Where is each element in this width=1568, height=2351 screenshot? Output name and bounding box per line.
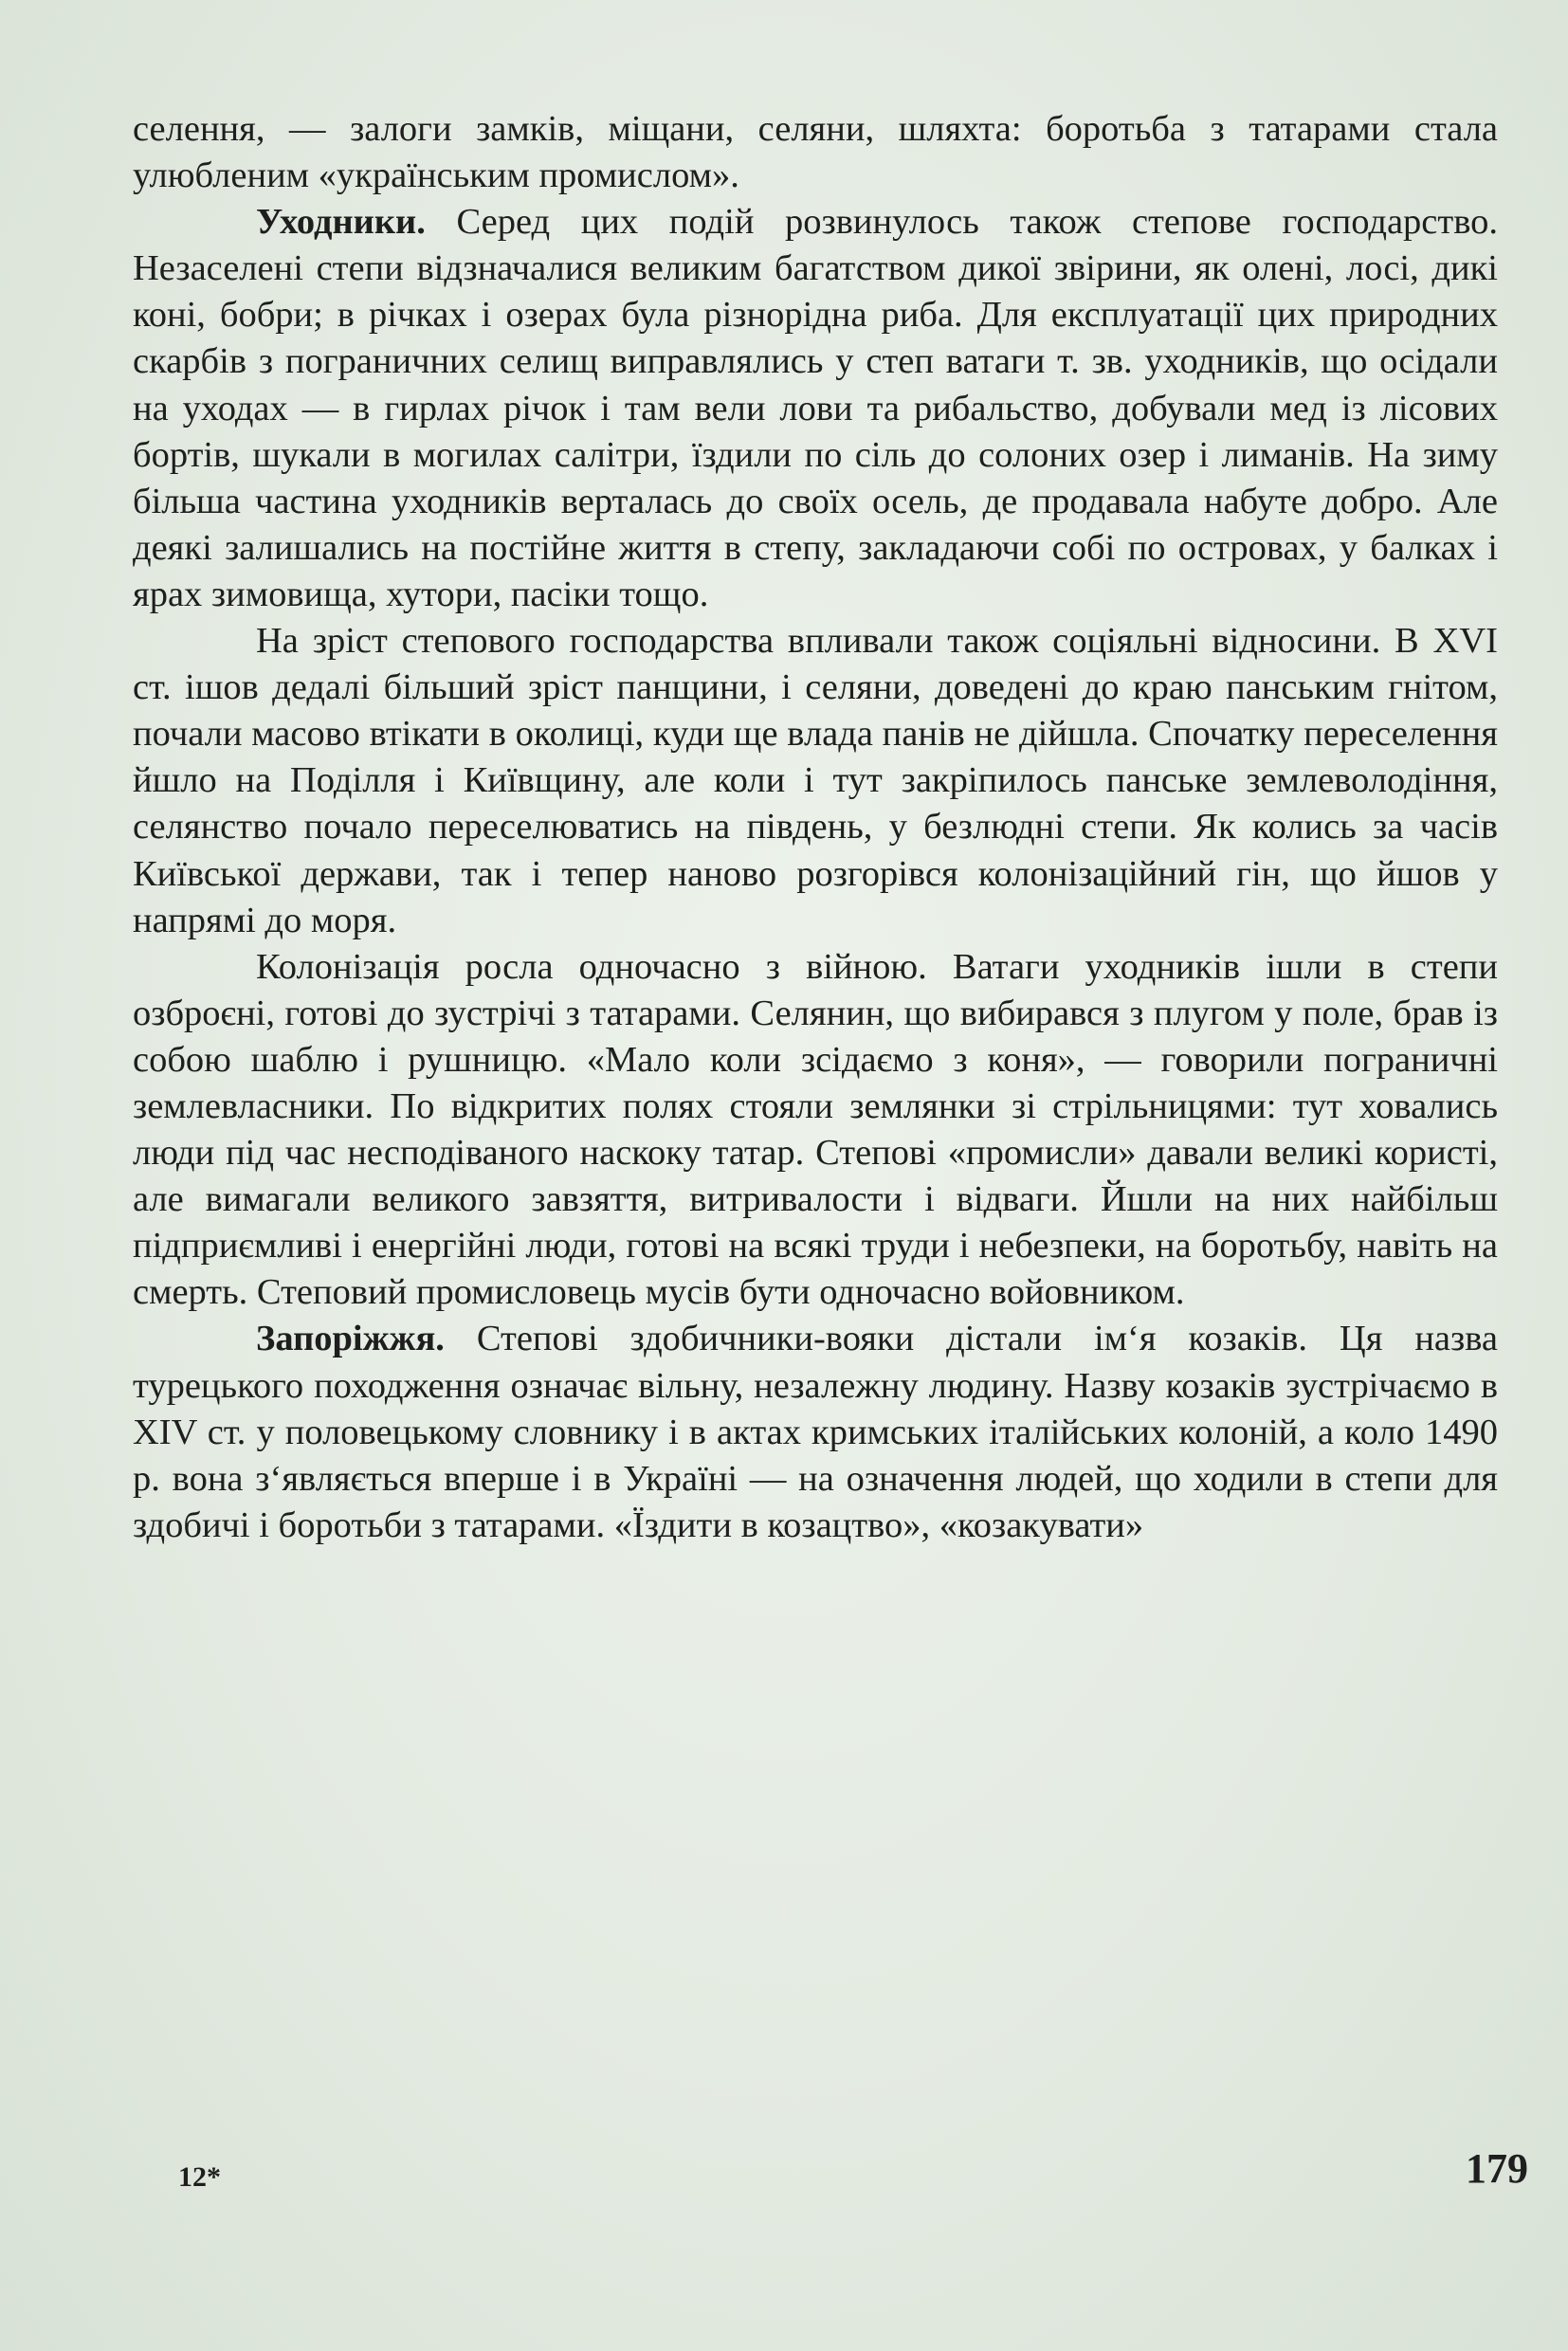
paragraph-zaporizhzhia <box>133 1316 1498 1548</box>
paragraph-text: селення, — залоги замків, міщани, селяни, шляхта: боротьба з татарами стала улюбленим «українським промислом». <box>133 109 1498 196</box>
section-heading-uhodnyky: Уходники. <box>256 202 426 243</box>
paragraph-text: На зріст степового господарства впливали також соціяльні відносини. В XVI ст. ішов дедалі більший зріст панщини, і селяни, доведені до краю панським гнітом, почали масово втікати в околиці, куди ще влада панів не дійшла. Спочатку переселення йшло на Поділля і Київщину, але коли і тут закріпилось панське землеволодіння, селянство почало переселюватись на південь, у безлюдні степи. Як колись за часів Київської держави, так і тепер наново розгорівся колонізаційний гін, що йшов у напрямі до моря. <box>133 621 1498 940</box>
printer-signature: 12* <box>178 2161 221 2193</box>
paragraph-text: Степові здобичники-вояки дістали ім‘я козаків. Ця назва турецького походження означає вільну, незалежну людину. Назву козаків зустрічаємо в XIV ст. у половецькому словнику і в актах кримських італійських колоній, а коло 1490 р. вона з‘являється вперше і в Україні — на означення людей, що ходили в степи для здобичі і боротьби з татарами. «Їздити в козацтво», «козакувати» <box>133 1319 1498 1545</box>
section-heading-zaporizhzhia: Запоріжжя. <box>256 1319 445 1359</box>
paragraph-continuation <box>133 106 1498 199</box>
page-number: 179 <box>1466 2145 1528 2192</box>
paragraph-colonization <box>133 944 1498 1317</box>
paragraph-social-relations <box>133 618 1498 944</box>
paragraph-text: Колонізація росла одночасно з війною. Ватаги уходників ішли в степи озброєні, готові до зустрічі з татарами. Селянин, що вибирався з плугом у поле, брав із собою шаблю і рушницю. «Мало коли зсідаємо з коня», — говорили пограничні землевласники. По відкритих полях стояли землянки зі стрільницями: тут ховались люди під час несподіваного наскоку татар. Степові «промисли» давали великі користі, але вимагали великого завзяття, витривалости і відваги. Йшли на них найбільш підприємливі і енергійні люди, готові на всякі труди і небезпеки, на боротьбу, навіть на смерть. Степовий промисловець мусів бути одночасно войовником. <box>133 946 1498 1313</box>
body-text <box>133 106 1498 1549</box>
paragraph-uhodnyky <box>133 199 1498 618</box>
paragraph-text: Серед цих подій розвинулось також степове господарство. Незаселені степи відзначалися великим багатством дикої звірини, як олені, лосі, дикі коні, бобри; в річках і озерах була різнорідна риба. Для експлуатації цих природних скарбів з пограничних селищ виправлялись у степ ватаги т. зв. уходників, що осідали на уходах — в гирлах річок і там вели лови та рибальство, добували мед із лісових бортів, шукали в могилах салітри, їздили по сіль до солоних озер і лиманів. На зиму більша частина уходників верталась до своїх осель, де продавала набуте добро. Але деякі залишались на постійне життя в степу, закладаючи собі по островах, у балках і ярах зимовища, хутори, пасіки тощо. <box>133 202 1498 614</box>
